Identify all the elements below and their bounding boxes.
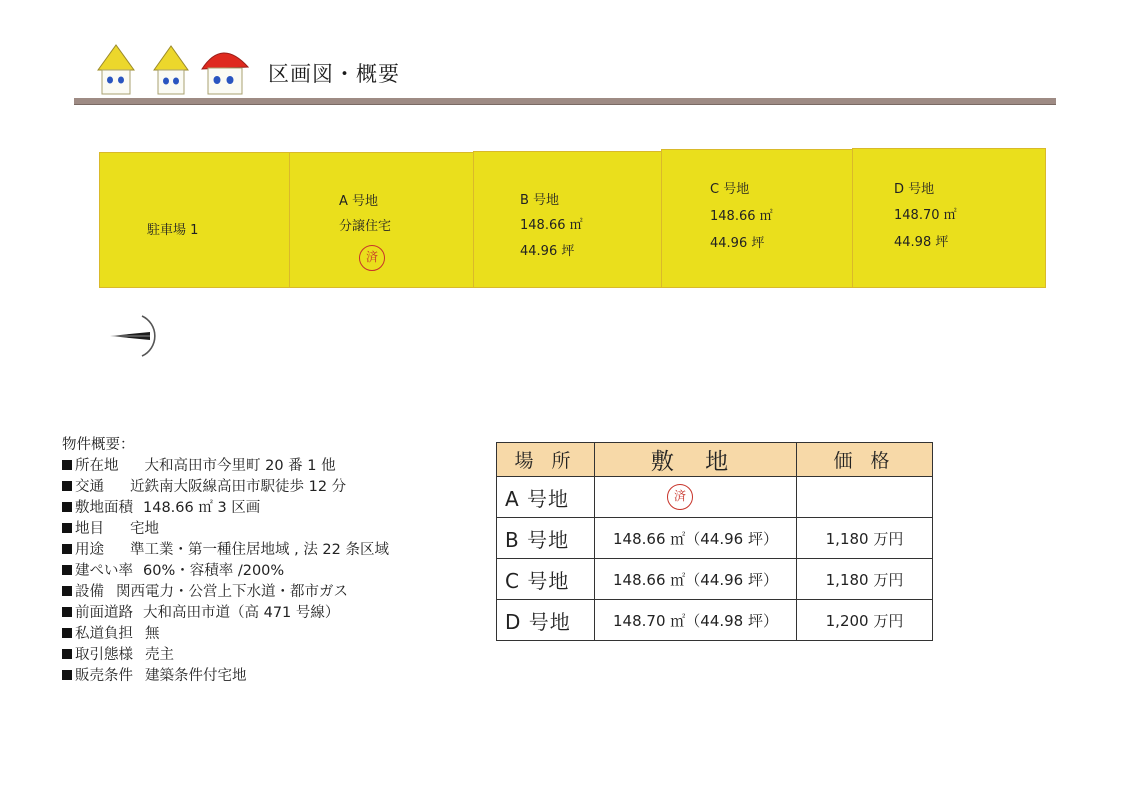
overview-row <box>62 603 462 624</box>
cell-land: 148.70 ㎡（44.98 坪） <box>595 600 797 641</box>
lot-a <box>289 152 475 288</box>
overview-key: 用途 <box>75 542 104 558</box>
cell-place: B 号地 <box>497 518 595 559</box>
overview-value: 60%・容積率 /200% <box>143 563 285 579</box>
overview-row <box>62 519 462 540</box>
overview-value: 148.66 ㎡ 3 区画 <box>143 500 261 516</box>
bullet-square-icon <box>62 607 72 617</box>
cell-land: 148.66 ㎡（44.96 坪） <box>595 518 797 559</box>
table-header-row <box>497 443 933 477</box>
cell-price: 1,180 万円 <box>797 559 933 600</box>
overview-value: 宅地 <box>130 521 159 537</box>
lot-label: 駐車場 1 <box>147 223 199 238</box>
cell-price: 1,180 万円 <box>797 518 933 559</box>
lot-usage: 分譲住宅 <box>339 219 392 234</box>
bullet-square-icon <box>62 523 72 533</box>
bullet-square-icon <box>62 670 72 680</box>
overview-row <box>62 645 462 666</box>
overview-key: 販売条件 <box>75 668 133 684</box>
page-title: 区画図・概要 <box>268 62 400 86</box>
overview-value: 大和高田市道（高 471 号線） <box>143 605 340 621</box>
cell-place: C 号地 <box>497 559 595 600</box>
lot-area-m2: 148.66 ㎡ <box>520 218 583 233</box>
table-row <box>497 559 933 600</box>
sold-stamp: 済 <box>667 484 693 510</box>
lot-plan <box>99 148 1046 288</box>
cell-land <box>595 477 797 518</box>
overview-row <box>62 477 462 498</box>
overview-value: 大和高田市今里町 20 番 1 他 <box>144 458 336 474</box>
overview-value: 関西電力・公営上下水道・都市ガス <box>116 584 348 600</box>
overview-row <box>62 666 462 687</box>
overview-row <box>62 582 462 603</box>
price-table <box>496 442 933 641</box>
lot-area-tsubo: 44.96 坪 <box>710 236 765 251</box>
overview-key: 取引態様 <box>75 647 133 663</box>
cell-place: D 号地 <box>497 600 595 641</box>
overview-key: 前面道路 <box>75 605 133 621</box>
overview-value: 準工業・第一種住居地域 , 法 22 条区域 <box>130 542 389 558</box>
houses-logo <box>96 40 256 100</box>
column-header-land: 敷 地 <box>595 443 797 477</box>
bullet-square-icon <box>62 565 72 575</box>
cell-land: 148.66 ㎡（44.96 坪） <box>595 559 797 600</box>
bullet-square-icon <box>62 649 72 659</box>
overview-row <box>62 561 462 582</box>
bullet-square-icon <box>62 481 72 491</box>
lot-b <box>473 151 663 288</box>
overview-key: 地目 <box>75 521 104 537</box>
lot-label: C 号地 <box>710 182 750 197</box>
lot-area-tsubo: 44.96 坪 <box>520 244 575 259</box>
table-row <box>497 518 933 559</box>
lot-c <box>661 149 854 288</box>
table-row <box>497 477 933 518</box>
sold-stamp: 済 <box>359 245 385 271</box>
overview-row <box>62 456 462 477</box>
overview-value: 無 <box>145 626 160 642</box>
lot-d <box>852 148 1046 288</box>
bullet-square-icon <box>62 544 72 554</box>
bullet-square-icon <box>62 628 72 638</box>
overview-title: 物件概要： <box>62 437 135 453</box>
cell-price: 1,200 万円 <box>797 600 933 641</box>
column-header-price: 価 格 <box>797 443 933 477</box>
overview-value: 近鉄南大阪線高田市駅徒歩 12 分 <box>130 479 347 495</box>
overview-row <box>62 498 462 519</box>
bullet-square-icon <box>62 460 72 470</box>
overview-value: 建築条件付宅地 <box>145 668 247 684</box>
lot-label: B 号地 <box>520 193 560 208</box>
house-icon <box>98 45 134 94</box>
lot-label: D 号地 <box>894 182 935 197</box>
overview-key: 設備 <box>75 584 104 600</box>
bullet-square-icon <box>62 586 72 596</box>
header-divider <box>74 98 1056 105</box>
cell-place: A 号地 <box>497 477 595 518</box>
column-header-place: 場 所 <box>497 443 595 477</box>
overview-key: 私道負担 <box>75 626 133 642</box>
overview-key: 交通 <box>75 479 104 495</box>
house-icon <box>202 53 248 94</box>
bullet-square-icon <box>62 502 72 512</box>
overview-key: 所在地 <box>75 458 119 474</box>
overview-value: 売主 <box>145 647 174 663</box>
overview-key: 建ぺい率 <box>75 563 133 579</box>
table-row <box>497 600 933 641</box>
cell-price <box>797 477 933 518</box>
overview-row <box>62 540 462 561</box>
overview-key: 敷地面積 <box>75 500 133 516</box>
lot-area-m2: 148.70 ㎡ <box>894 208 957 223</box>
north-arrow-icon <box>106 312 156 362</box>
lot-area-m2: 148.66 ㎡ <box>710 209 773 224</box>
overview-row <box>62 624 462 645</box>
lot-label: A 号地 <box>339 194 379 209</box>
lot-area-tsubo: 44.98 坪 <box>894 235 949 250</box>
lot-parking-1 <box>99 152 291 288</box>
property-overview <box>62 434 462 687</box>
house-icon <box>154 46 188 94</box>
